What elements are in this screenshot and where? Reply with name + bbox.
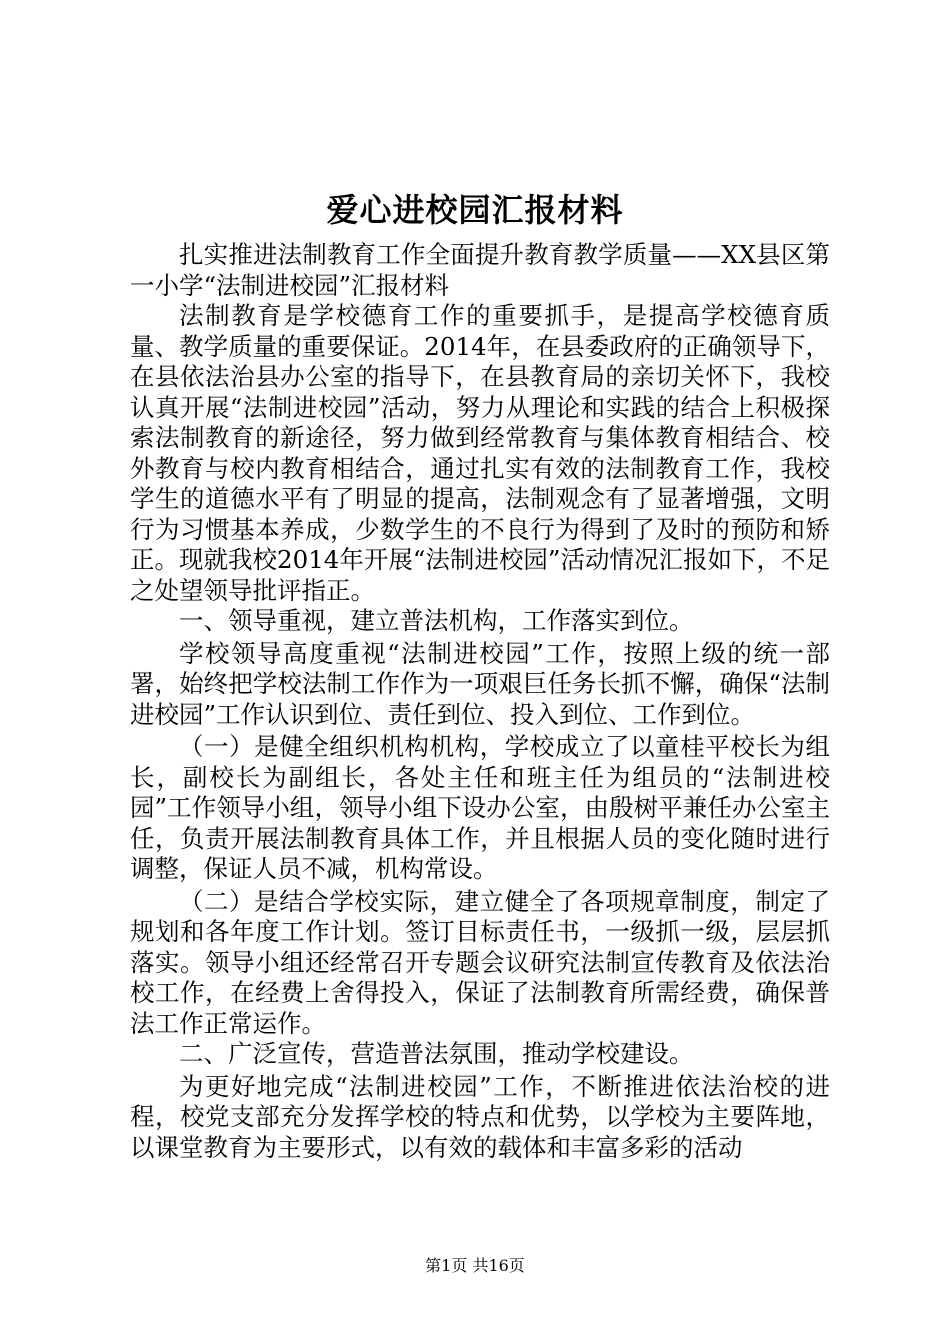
document-body (130, 240, 830, 1163)
section-1-item-2: （二）是结合学校实际，建立健全了各项规章制度，制定了规划和各年度工作计划。签订目标责任书，一级抓一级，层层抓落实。领导小组还经常召开专题会议研究法制宣传教育及依法治校工作，在经费上舍得投入，保证了法制教育所需经费，确保普法工作正常运作。 (130, 886, 830, 1038)
subtitle-paragraph: 扎实推进法制教育工作全面提升教育教学质量——XX县区第一小学“法制进校园”汇报材料 (130, 240, 830, 300)
section-1-item-1: （一）是健全组织机构机构，学校成立了以童桂平校长为组长，副校长为副组长，各处主任和班主任为组员的“法制进校园”工作领导小组，领导小组下设办公室，由殷树平兼任办公室主任，负责开展法制教育具体工作，并且根据人员的变化随时进行调整，保证人员不减，机构常设。 (130, 732, 830, 883)
section-heading-2: 二、广泛宣传，营造普法氛围，推动学校建设。 (179, 1039, 694, 1068)
document-title: 爱心进校园汇报材料 (326, 191, 624, 229)
section-1-paragraph: 学校领导高度重视“法制进校园”工作，按照上级的统一部署，始终把学校法制工作作为一项艰巨任务长抓不懈，确保“法制进校园”工作认识到位、责任到位、投入到位、工作到位。 (130, 638, 830, 729)
section-heading-1: 一、领导重视，建立普法机构，工作落实到位。 (179, 606, 694, 635)
section-2-paragraph: 为更好地完成“法制进校园”工作，不断推进依法治校的进程，校党支部充分发挥学校的特点和优势，以学校为主要阵地，以课堂教育为主要形式，以有效的载体和丰富多彩的活动 (130, 1071, 830, 1162)
intro-paragraph: 法制教育是学校德育工作的重要抓手，是提高学校德育质量、教学质量的重要保证。2014年，在县委政府的正确领导下，在县依法治县办公室的指导下，在县教育局的亲切关怀下，我校认真开展“法制进校园”活动，努力从理论和实践的结合上积极探索法制教育的新途径，努力做到经常教育与集体教育相结合、校外教育与校内教育相结合，通过扎实有效的法制教育工作，我校学生的道德水平有了明显的提高，法制观念有了显著增强，文明行为习惯基本养成，少数学生的不良行为得到了及时的预防和矫正。现就我校2014年开展“法制进校园”活动情况汇报如下，不足之处望领导批评指正。 (130, 301, 830, 605)
page-footer: 第1页 共16页 (425, 1256, 525, 1275)
